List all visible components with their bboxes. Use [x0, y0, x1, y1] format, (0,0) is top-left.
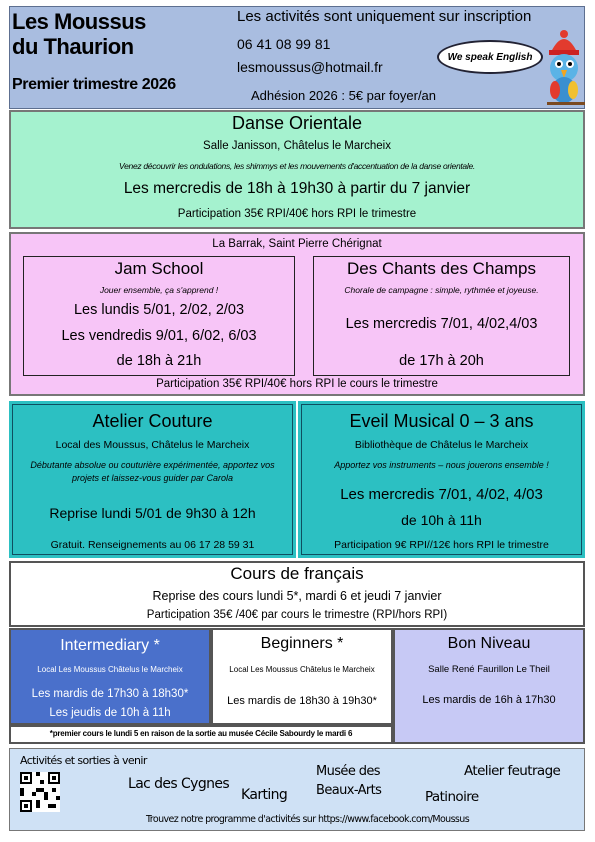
- english-speech-bubble: [437, 40, 543, 74]
- phone-number[interactable]: 06 41 08 99 81: [237, 36, 331, 52]
- intermediary-title: Intermediary *: [60, 637, 160, 654]
- footer-heading: Activités et sorties à venir: [20, 754, 147, 767]
- footer-musee-line1: Musée des: [316, 764, 380, 779]
- couture-schedule: Reprise lundi 5/01 de 9h30 à 12h: [49, 505, 256, 521]
- eveil-schedule2: de 10h à 11h: [401, 512, 482, 528]
- couture-price: Gratuit. Renseignements au 06 17 28 59 31: [50, 539, 255, 551]
- francais-resume: Reprise des cours lundi 5*, mardi 6 et jeudi 7 janvier: [152, 589, 442, 603]
- english-bubble-text: We speak English: [447, 51, 533, 63]
- eveil-location: Bibliothèque de Châtelus le Marcheix: [354, 439, 529, 451]
- footer-patinoire: Patinoire: [425, 789, 479, 805]
- parrot-mascot-icon: [539, 30, 589, 108]
- bon-niveau-line1: Les mardis de 16h à 17h30: [422, 694, 556, 706]
- footer-facebook-link[interactable]: Trouvez notre programme d'activités sur https://www.facebook.com/Moussus: [146, 814, 470, 825]
- footer-karting: Karting: [241, 787, 288, 803]
- org-name-line1: Les Moussus: [12, 9, 146, 34]
- org-name-line2: du Thaurion: [12, 34, 134, 59]
- membership-fee: Adhésion 2026 : 5€ par foyer/an: [251, 88, 437, 103]
- danse-location: Salle Janisson, Châtelus le Marcheix: [203, 140, 391, 152]
- danse-price: Participation 35€ RPI/40€ hors RPI le trimestre: [177, 208, 417, 220]
- quarter-title: Premier trimestre 2026: [12, 76, 176, 93]
- beginners-line1: Les mardis de 18h30 à 19h30*: [227, 695, 377, 707]
- chants-line2: de 17h à 20h: [399, 353, 484, 369]
- footer-lac-des-cygnes: Lac des Cygnes: [128, 776, 230, 792]
- barrak-location: La Barrak, Saint Pierre Chérignat: [212, 238, 382, 250]
- qr-code-icon[interactable]: [20, 772, 60, 812]
- jam-tagline: Jouer ensemble, ça s'apprend !: [99, 285, 219, 295]
- footer-musee-line2: Beaux-Arts: [316, 783, 382, 798]
- danse-schedule: Les mercredis de 18h à 19h30 à partir du 7 janvier: [123, 180, 471, 197]
- beginners-location: Local Les Moussus Châtelus le Marcheix: [229, 665, 375, 674]
- eveil-price: Participation 9€ RPI//12€ hors RPI le trimestre: [334, 539, 549, 551]
- couture-location: Local des Moussus, Châtelus le Marcheix: [55, 439, 250, 451]
- jam-line3: de 18h à 21h: [116, 353, 202, 369]
- chants-line1: Les mercredis 7/01, 4/02,4/03: [345, 316, 538, 332]
- eveil-description: Apportez vos instruments – nous jouerons ensemble !: [334, 460, 549, 470]
- signup-note: Les activités sont uniquement sur inscription: [237, 8, 532, 25]
- francais-price: Participation 35€ /40€ par cours le trimestre (RPI/hors RPI): [146, 609, 448, 621]
- org-name: [12, 9, 232, 59]
- danse-title: Danse Orientale: [231, 113, 363, 133]
- jam-line2: Les vendredis 9/01, 6/02, 6/03: [61, 328, 257, 344]
- footer-feutrage: Atelier feutrage: [464, 763, 561, 779]
- footer-musee: [316, 762, 381, 800]
- email-address[interactable]: lesmoussus@hotmail.fr: [237, 59, 383, 75]
- danse-description: Venez découvrir les ondulations, les shimmys et les mouvements d'accentuation de la danse orientale.: [119, 161, 475, 171]
- jam-line1: Les lundis 5/01, 2/02, 2/03: [73, 302, 245, 318]
- footnote-text: *premier cours le lundi 5 en raison de la sortie au musée Cécile Sabourdy le mardi 6: [49, 729, 353, 738]
- chants-title: Des Chants des Champs: [347, 259, 536, 278]
- francais-title: Cours de français: [230, 564, 364, 583]
- bon-niveau-location: Salle René Faurillon Le Theil: [428, 664, 550, 675]
- intermediary-location: Local Les Moussus Châtelus le Marcheix: [37, 665, 183, 674]
- jam-title: Jam School: [114, 259, 204, 278]
- beginners-title: Beginners *: [260, 635, 344, 652]
- couture-title: Atelier Couture: [92, 411, 213, 431]
- barrak-price: Participation 35€ RPI/40€ hors RPI le cours le trimestre: [156, 378, 438, 390]
- bon-niveau-title: Bon Niveau: [447, 635, 531, 652]
- intermediary-line2: Les jeudis de 10h à 11h: [49, 707, 171, 719]
- couture-description: Débutante absolue ou couturière expérimentée, apportez vos projets et laissez-vous guider par Carola: [30, 460, 275, 483]
- eveil-title: Eveil Musical 0 – 3 ans: [349, 411, 534, 431]
- intermediary-line1: Les mardis de 17h30 à 18h30*: [31, 688, 189, 700]
- chants-tagline: Chorale de campagne : simple, rythmée et joyeuse.: [344, 285, 539, 295]
- eveil-schedule1: Les mercredis 7/01, 4/02, 4/03: [340, 486, 543, 503]
